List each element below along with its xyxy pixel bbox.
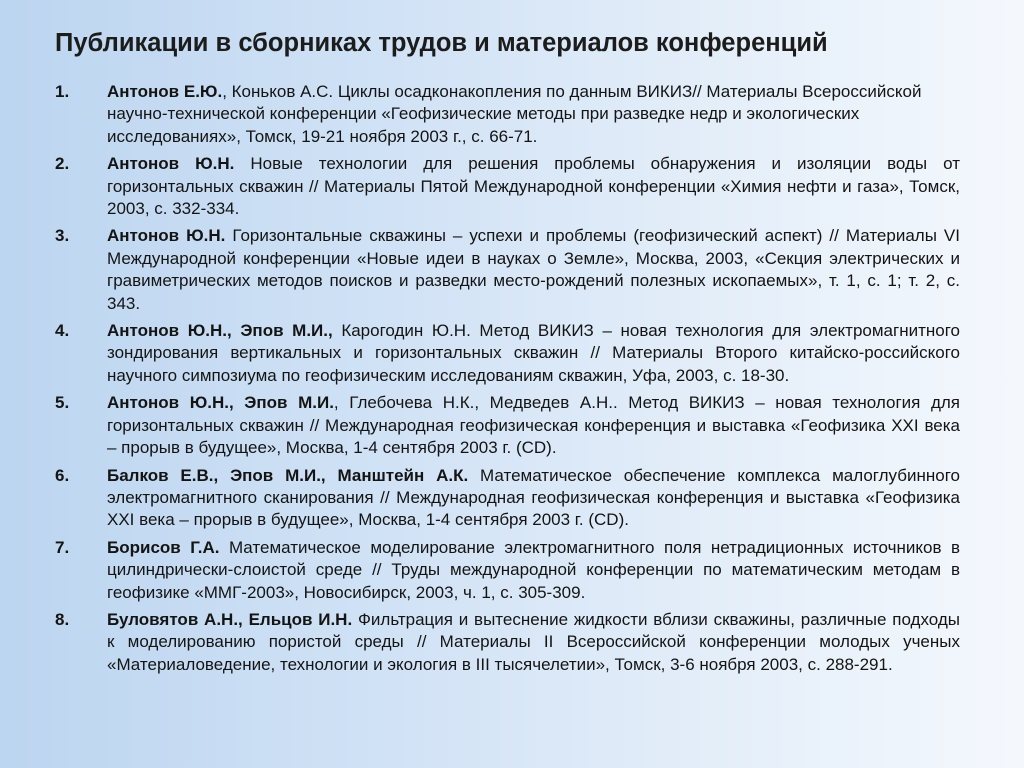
reference-body [107, 81, 960, 148]
reference-authors: Антонов Ю.Н., Эпов М.И. [107, 393, 334, 413]
reference-list [55, 81, 960, 681]
reference-item [55, 392, 960, 459]
reference-body [107, 225, 960, 315]
reference-item [55, 153, 960, 220]
reference-number: 1. [55, 82, 70, 101]
reference-item [55, 81, 960, 148]
reference-authors: Антонов Ю.Н. [107, 154, 235, 174]
reference-number: 4. [55, 321, 70, 341]
reference-text: Горизонтальные скважины – успехи и проблемы (геофизический аспект) // Материалы VI Международной конференции «Новые идеи в науках о Земле», Москва, 2003, «Секция электрических и гравиметрических методов поисков и разведки место-рождений полезных ископаемых», т. 1, с. 1; т. 2, с. 343. [107, 226, 960, 313]
reference-item [55, 537, 960, 604]
reference-body [107, 465, 960, 532]
reference-body [107, 392, 960, 459]
reference-authors: Антонов Ю.Н., Эпов М.И., [107, 321, 333, 341]
reference-text: Математическое обеспечение комплекса малоглубинного электромагнитного сканирования // Международная геофизическая конференция и выставка «Геофизика XXI века – прорыв в будущее», Москва, 1-4 сентября 2003 г. (CD). [107, 465, 960, 530]
reference-authors: Антонов Ю.Н. [107, 226, 226, 246]
reference-number: 7. [55, 537, 70, 557]
reference-text: Математическое моделирование электромагнитного поля нетрадиционных источников в цилиндрически-слоистой среде // Труды международной конференции по математическим методам в геофизике «ММГ-2003», Новосибирск, 2003, ч. 1, с. 305-309. [107, 537, 961, 602]
reference-authors: Борисов Г.А. [107, 537, 220, 557]
reference-number: 8. [55, 609, 70, 629]
reference-body [107, 320, 960, 387]
reference-text: , Глебочева Н.К., Медведев А.Н.. Метод ВИКИЗ – новая технология для горизонтальных скважин // Международная геофизическая конференция и выставка «Геофизика XXI века – прорыв в будущее», Москва, 1-4 сентября 2003 г. (CD). [107, 393, 960, 458]
reference-authors: Балков Е.В., Эпов М.И., Манштейн А.К. [107, 465, 469, 485]
reference-item [55, 609, 960, 676]
reference-text: Карогодин Ю.Н. Метод ВИКИЗ – новая технология для электромагнитного зондирования вертикальных и горизонтальных скважин // Материалы Второго китайско-российского научного симпозиума по геофизическим исследованиям скважин, Уфа, 2003, с. 18-30. [107, 321, 960, 385]
reference-item [55, 465, 960, 532]
reference-item [55, 320, 960, 387]
reference-number: 6. [55, 465, 70, 485]
reference-text: , Коньков А.С. Циклы осадконакопления по данным ВИКИЗ// Материалы Всероссийской научно-технической конференции «Геофизические методы при разведке недр и экологических исследованиях», Томск, 19-21 ноября 2003 г., с. 66-71. [107, 82, 922, 146]
reference-text: Фильтрация и вытеснение жидкости вблизи скважины, различные подходы к моделированию пористой среды // Материалы II Всероссийской конференции молодых ученых «Материаловедение, технологии и экология в III тысячелетии», Томск, 3-6 ноября 2003, с. 288-291. [107, 609, 960, 674]
reference-number: 2. [55, 154, 70, 174]
reference-item [55, 225, 960, 315]
reference-body [107, 537, 960, 604]
reference-body [107, 609, 960, 676]
page-title: Публикации в сборниках трудов и материалов конференций [55, 29, 828, 57]
reference-body [107, 153, 960, 220]
reference-authors: Буловятов А.Н., Ельцов И.Н. [107, 609, 353, 629]
reference-number: 3. [55, 226, 70, 246]
reference-number: 5. [55, 393, 70, 413]
reference-authors: Антонов Е.Ю. [107, 82, 223, 101]
reference-text: Новые технологии для решения проблемы обнаружения и изоляции воды от горизонтальных скважин // Материалы Пятой Международной конференции «Химия нефти и газа», Томск, 2003, с. 332-334. [107, 154, 960, 219]
